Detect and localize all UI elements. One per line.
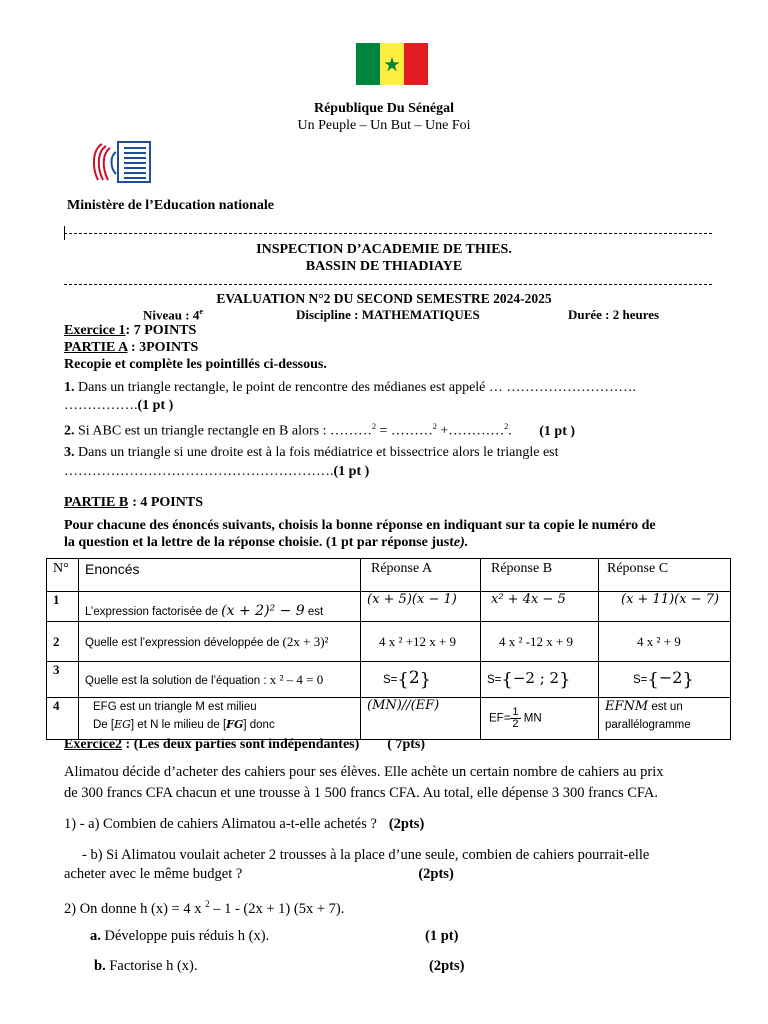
ex2-q2b bbox=[94, 958, 198, 975]
q1-points: (1 pt ) bbox=[137, 398, 174, 413]
table-row bbox=[47, 662, 731, 698]
ex2-q2b-points: (2pts) bbox=[429, 958, 465, 974]
exam-duration: Durée : 2 heures bbox=[568, 307, 660, 322]
ex2-q2a-text: Développe puis réduis h (x). bbox=[100, 928, 270, 944]
row3-a-value: 2 bbox=[408, 668, 420, 689]
ex2-points: ( 7pts) bbox=[387, 737, 426, 752]
row1-stmt-math: (x + 2)² − 9 bbox=[221, 603, 305, 619]
q1-number: 1. bbox=[64, 380, 75, 395]
row4-b-den: 2 bbox=[512, 718, 519, 730]
row1-number: 1 bbox=[47, 592, 79, 622]
row3-stmt-a: Quelle est la solution de l’équation : bbox=[85, 674, 270, 687]
row3-answer-c[interactable]: S={−2} bbox=[599, 662, 731, 698]
ex2-q1a-points: (2pts) bbox=[388, 816, 425, 832]
row3-c-value: −2 bbox=[658, 668, 683, 688]
ex2-intro-2: de 300 francs CFA chacun et une trousse à 1 500 francs CFA. Au total, elle dépense 3 300 francs CFA. bbox=[64, 785, 658, 801]
ex2-q2a-label: a. bbox=[90, 928, 101, 944]
row4-l2c: ] donc bbox=[243, 719, 275, 731]
ex2-heading bbox=[64, 737, 425, 753]
bassin-name: BASSIN DE THIADIAYE bbox=[305, 259, 463, 274]
ex2-q2a bbox=[90, 928, 269, 945]
q3-number: 3. bbox=[64, 445, 75, 460]
q2-line: 2. Si ABC est un triangle rectangle en B alors : ………$^2$ = ………$^2$ +…………$^2$. (1 pt ) bbox=[64, 422, 576, 439]
ex2-q2b-text: Factorise h (x). bbox=[105, 958, 198, 974]
partB-points: : 4 POINTS bbox=[132, 495, 203, 510]
row2-answer-b[interactable]: 4 x ² -12 x + 9 bbox=[481, 622, 599, 662]
header-answer-c: Réponse C bbox=[599, 559, 731, 592]
exam-level bbox=[143, 307, 203, 323]
ministry-name: Ministère de l’Education nationale bbox=[67, 198, 275, 213]
senegal-flag bbox=[356, 43, 428, 85]
flag-green-band bbox=[356, 43, 380, 85]
ex2-q2 bbox=[64, 899, 344, 918]
ex2-q2-end: – 1 - (2x + 1) (5x + 7). bbox=[209, 900, 345, 917]
q3-text: Dans un triangle si une droite est à la fois médiatrice et bissectrice alors le triangle est bbox=[74, 445, 559, 460]
row1-answer-c[interactable]: (x + 11)(x − 7) bbox=[599, 592, 731, 622]
exam-discipline: Discipline : MATHEMATIQUES bbox=[296, 307, 480, 322]
q2-points: (1 pt ) bbox=[539, 423, 576, 439]
national-motto: Un Peuple – Un But – Une Foi bbox=[297, 118, 471, 133]
ex2-q2-sup: 2 bbox=[205, 899, 210, 909]
ministry-logo bbox=[88, 138, 154, 184]
row2-answer-a[interactable]: 4 x ² +12 x + 9 bbox=[361, 622, 481, 662]
header-number: N° bbox=[47, 559, 79, 592]
row4-b-fraction bbox=[510, 707, 520, 730]
q2-number: 2. bbox=[64, 423, 75, 439]
header-answer-b: Réponse B bbox=[481, 559, 599, 592]
row3-answer-a[interactable]: S={2} bbox=[361, 662, 481, 698]
row3-stmt-math: x ² – 4 = 0 bbox=[269, 671, 324, 687]
q2-mid1: = ……… bbox=[375, 423, 433, 439]
table-row bbox=[47, 622, 731, 662]
row4-l2a: De [ bbox=[93, 719, 115, 731]
row4-stmt-line2 bbox=[93, 716, 360, 734]
q1-line2 bbox=[64, 398, 173, 414]
row3-number: 3 bbox=[47, 662, 79, 698]
ex2-q1b-cont: acheter avec le même budget ? bbox=[64, 866, 243, 882]
table-row bbox=[47, 592, 731, 622]
ex2-subtitle: : (Les deux parties sont indépendantes) bbox=[122, 737, 360, 752]
q3-points: (1 pt ) bbox=[333, 464, 370, 479]
ex2-q2b-label: b. bbox=[94, 958, 106, 974]
row4-c-l1b: est un bbox=[648, 701, 683, 713]
row3-a-prefix: S= bbox=[383, 674, 398, 687]
ex2-q2-text: 2) On donne h (x) = 4 x bbox=[64, 900, 206, 917]
row4-c-math: EFNM bbox=[605, 699, 649, 714]
exam-level-text: Niveau : 4 bbox=[143, 307, 200, 323]
header-statements: Enoncés bbox=[79, 559, 361, 592]
ex2-q1b-line2 bbox=[64, 866, 454, 883]
q1-text: Dans un triangle rectangle, le point de rencontre des médianes est appelé … ………………………. bbox=[74, 380, 636, 395]
row4-answer-c[interactable] bbox=[599, 698, 731, 740]
exam-title: EVALUATION N°2 DU SECOND SEMESTRE 2024-2025 bbox=[216, 291, 552, 306]
row4-c-line2: parallélogramme bbox=[605, 719, 691, 731]
ex2-title: Exercice2 bbox=[64, 737, 123, 752]
republic-title: République Du Sénégal bbox=[313, 101, 455, 116]
divider-top bbox=[64, 233, 712, 234]
qcm-table bbox=[46, 558, 731, 740]
partB-title: PARTIE B bbox=[64, 495, 129, 510]
row3-c-prefix: S= bbox=[633, 674, 648, 687]
q3-line2 bbox=[64, 464, 369, 480]
row1-answer-a[interactable]: (x + 5)(x − 1) bbox=[361, 592, 481, 622]
partA-heading bbox=[64, 340, 198, 356]
academy-name: INSPECTION D’ACADEMIE DE THIES. bbox=[256, 242, 512, 257]
row4-number: 4 bbox=[47, 698, 79, 740]
row4-b-prefix: EF= bbox=[489, 712, 511, 725]
row3-b-prefix: S= bbox=[487, 673, 502, 686]
partA-points: : 3POINTS bbox=[127, 340, 199, 355]
row2-number: 2 bbox=[47, 622, 79, 662]
q1-line bbox=[64, 380, 636, 396]
partB-instruction-1: Pour chacune des énoncés suivants, choisis la bonne réponse en indiquant sur ta copie le numéro de bbox=[64, 518, 656, 533]
q1-cont: ……………. bbox=[64, 398, 138, 413]
flag-red-band bbox=[404, 43, 428, 85]
partB-instr2-end: e). bbox=[453, 535, 469, 550]
partA-instruction: Recopie et complète les pointillés ci-dessous. bbox=[64, 357, 327, 372]
q2-mid2: +………… bbox=[436, 423, 505, 439]
row1-answer-b[interactable]: x² + 4x − 5 bbox=[481, 592, 599, 622]
row4-l2m2: FG bbox=[226, 718, 244, 731]
row1-stmt-b: est bbox=[304, 606, 324, 618]
row4-l2b: ] et N le milieu de [ bbox=[130, 719, 227, 731]
row2-statement bbox=[79, 622, 361, 662]
row2-answer-c[interactable]: 4 x ² + 9 bbox=[599, 622, 731, 662]
divider-tick bbox=[64, 226, 65, 240]
ex2-intro-1: Alimatou décide d’acheter des cahiers pour ses élèves. Elle achète un certain nombre de cahiers au prix bbox=[64, 764, 664, 780]
ex2-q1b-points: (2pts) bbox=[418, 866, 454, 882]
partA-title: PARTIE A bbox=[64, 340, 128, 355]
row4-b-num: 1 bbox=[512, 706, 519, 718]
q3-cont: …………………………………………………. bbox=[64, 464, 334, 479]
ex1-title: Exercice 1 bbox=[64, 323, 126, 338]
row4-b-suffix: MN bbox=[520, 712, 542, 725]
ex1-heading bbox=[64, 323, 196, 339]
q3-line bbox=[64, 445, 559, 461]
header-answer-a: Réponse A bbox=[361, 559, 481, 592]
row1-stmt-a: L’expression factorisée de bbox=[85, 606, 222, 618]
row4-c-line1 bbox=[605, 698, 730, 716]
ex2-q1a bbox=[64, 816, 424, 833]
row4-l2m1: EG bbox=[114, 718, 131, 731]
q2-end: . bbox=[508, 423, 512, 439]
table-row bbox=[47, 698, 731, 740]
row4-statement bbox=[79, 698, 361, 740]
ex2-q1a-text: 1) - a) Combien de cahiers Alimatou a-t-elle achetés ? bbox=[64, 816, 377, 832]
row3-statement bbox=[79, 662, 361, 698]
ex1-points: : 7 POINTS bbox=[125, 323, 197, 338]
row3-b-value: −2 ; 2 bbox=[512, 668, 560, 687]
row2-stmt-math: (2x + 3)² bbox=[282, 633, 329, 649]
partB-instr2-text: la question et la lettre de la réponse choisie. (1 pt par réponse just bbox=[64, 535, 454, 550]
row3-answer-b[interactable]: S={−2 ; 2} bbox=[481, 662, 599, 698]
row1-statement bbox=[79, 592, 361, 622]
q2-text: Si ABC est un triangle rectangle en B alors : ……… bbox=[74, 423, 372, 439]
table-header-row bbox=[47, 559, 731, 592]
row4-answer-b[interactable] bbox=[481, 698, 599, 740]
partB-instruction-2 bbox=[64, 535, 468, 551]
ex2-q2a-points: (1 pt) bbox=[425, 928, 459, 944]
row4-answer-a[interactable]: (MN)//(EF) bbox=[361, 698, 481, 740]
partB-heading bbox=[64, 495, 203, 511]
row4-stmt-line1: EFG est un triangle M est milieu bbox=[93, 701, 257, 713]
ex2-q1b: - b) Si Alimatou voulait acheter 2 trousses à la place d’une seule, combien de cahiers pourrait-elle bbox=[82, 847, 650, 863]
divider-middle bbox=[64, 284, 712, 285]
exam-level-sup: e bbox=[199, 307, 203, 316]
row2-stmt-a: Quelle est l’expression développée de bbox=[85, 636, 283, 649]
